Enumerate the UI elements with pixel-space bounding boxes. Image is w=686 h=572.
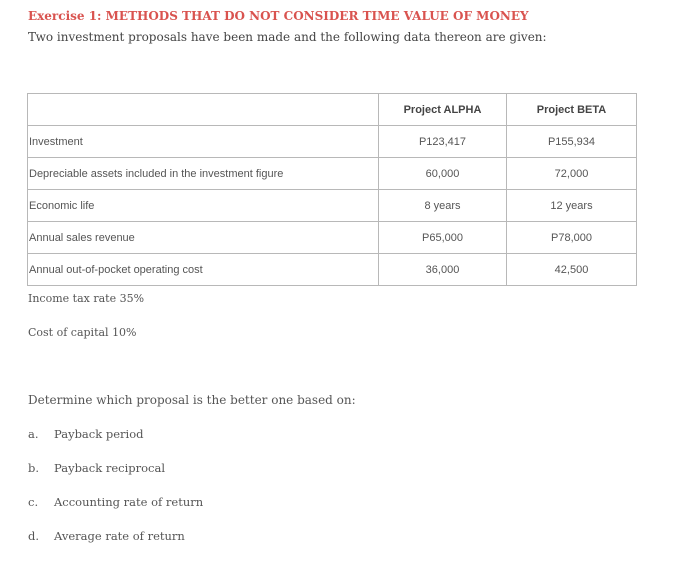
exercise-title: Exercise 1: METHODS THAT DO NOT CONSIDER TIME VALUE OF MONEY bbox=[28, 9, 529, 23]
row-label: Annual sales revenue bbox=[28, 222, 379, 254]
list-item bbox=[28, 529, 185, 543]
table-row bbox=[28, 158, 637, 190]
list-marker: b. bbox=[28, 461, 40, 475]
question-prompt: Determine which proposal is the better one based on: bbox=[28, 393, 356, 407]
row-label: Depreciable assets included in the investment figure bbox=[28, 158, 379, 190]
list-item-text: Payback reciprocal bbox=[54, 461, 166, 475]
table-row bbox=[28, 190, 637, 222]
alpha-value: 36,000 bbox=[379, 254, 507, 286]
beta-value: P78,000 bbox=[507, 222, 637, 254]
table-row bbox=[28, 222, 637, 254]
list-marker: c. bbox=[28, 495, 39, 509]
alpha-value: 8 years bbox=[379, 190, 507, 222]
table-row bbox=[28, 254, 637, 286]
beta-value: P155,934 bbox=[507, 126, 637, 158]
row-label: Annual out-of-pocket operating cost bbox=[28, 254, 379, 286]
table-header-row bbox=[28, 94, 637, 126]
alpha-value: P65,000 bbox=[379, 222, 507, 254]
table-row bbox=[28, 126, 637, 158]
list-item-text: Accounting rate of return bbox=[54, 495, 204, 509]
header-project-alpha: Project ALPHA bbox=[379, 94, 507, 126]
cost-of-capital-note: Cost of capital 10% bbox=[28, 326, 137, 339]
investment-data-table bbox=[27, 93, 637, 286]
beta-value: 72,000 bbox=[507, 158, 637, 190]
list-marker: d. bbox=[28, 529, 40, 543]
alpha-value: P123,417 bbox=[379, 126, 507, 158]
list-item-text: Payback period bbox=[54, 427, 144, 441]
list-item bbox=[28, 495, 203, 509]
beta-value: 12 years bbox=[507, 190, 637, 222]
beta-value: 42,500 bbox=[507, 254, 637, 286]
list-item bbox=[28, 461, 165, 475]
header-project-beta: Project BETA bbox=[507, 94, 637, 126]
alpha-value: 60,000 bbox=[379, 158, 507, 190]
row-label: Economic life bbox=[28, 190, 379, 222]
header-empty bbox=[28, 94, 379, 126]
row-label: Investment bbox=[28, 126, 379, 158]
list-item bbox=[28, 427, 143, 441]
intro-text: Two investment proposals have been made and the following data thereon are given: bbox=[28, 30, 547, 44]
income-tax-note: Income tax rate 35% bbox=[28, 292, 145, 305]
list-marker: a. bbox=[28, 427, 39, 441]
list-item-text: Average rate of return bbox=[54, 529, 185, 543]
